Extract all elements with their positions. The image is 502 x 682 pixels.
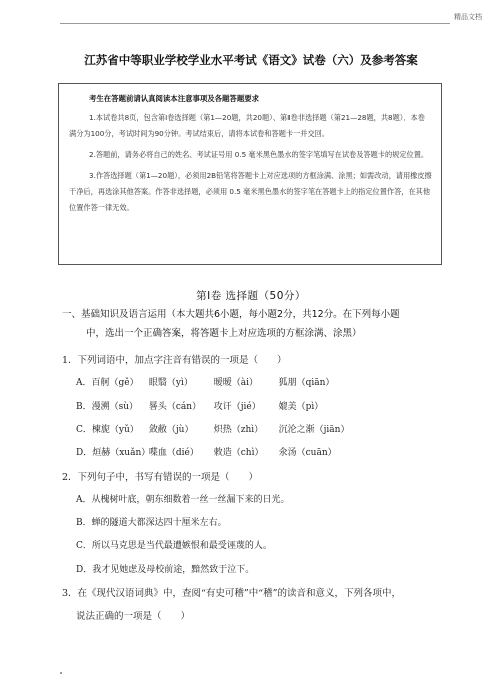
option-word: 炽热（zhì） [213, 425, 264, 435]
question-2-option-b: B．蝉的隧道大都深达四十厘米左右。 [76, 518, 227, 528]
option-word: 暧暧（ài） [213, 378, 258, 388]
header-divider [60, 23, 450, 24]
question-2-stem: 2．下列句子中，书写有错误的一项是（ ） [62, 472, 259, 483]
notice-heading: 考生在答题前请认真阅读本注意事项及各题答题要求 [89, 94, 259, 103]
part-heading [62, 305, 442, 343]
option-word: 晷头（cán） [148, 402, 202, 412]
part-heading-line: 一、基础知识及语言运用（本大题共6小题，每小题2分，共12分。在下列每小题 [62, 309, 400, 320]
question-2-option-d: D．我才见她虑及母校前途，黯然致于泣下。 [76, 565, 255, 575]
option-word: 媲美（pì） [278, 402, 324, 412]
option-word: C．楝旎（yǔ） [76, 425, 139, 435]
question-1-stem: 1．下列词语中，加点字注音有错误的一项是（ ） [62, 355, 287, 366]
header-tag: 精品文档 [454, 13, 482, 21]
notice-item: 3.作答选择题（第1—20题），必须用2B铅笔将答题卡上对应选项的方框涂满、涂黑；如需改动，请用橡皮擦干净后，再选涂其他答案。作答非选择题，必须用 0.5 毫米黑色墨水的签字笔在答题卡上的指定位置作答，在其他位置作答一律无效。 [69, 171, 432, 212]
question-3-stem-continued: 说法正确的一项是（ ） [76, 611, 191, 622]
option-word: 氽汤（cuān） [278, 448, 337, 458]
question-1-option-d [76, 445, 337, 458]
option-word: 喋血（dié） [148, 448, 199, 458]
part-heading-line: 中，选出一个正确答案，将答题卡上对应选项的方框涂满、涂黑） [86, 328, 362, 339]
footer-mark [60, 672, 62, 674]
notice-box [58, 83, 442, 265]
question-1-option-c [76, 422, 349, 435]
question-1-option-b [76, 399, 323, 412]
question-2-option-a: A．从槐树叶底，朝东细数着一丝一丝漏下来的日光。 [76, 495, 290, 505]
question-1-option-a [76, 375, 334, 388]
notice-item: 1.本试卷共8页，包含第Ⅰ卷选择题（第1—20题，共20题）、第Ⅱ卷非选择题（第21—28题，共8题）．本卷满分为100分，考试时间为90分钟。考试结束后，请将本试卷和答题卡一并交回。 [69, 113, 425, 138]
option-word: 狐朋（qiān） [278, 378, 335, 388]
option-word: 敛敝（jù） [148, 425, 194, 435]
page-title: 江苏省中等职业学校学业水平考试《语文》试卷（六）及参考答案 [84, 53, 418, 67]
option-word: D．烜赫（xuǎn） [76, 448, 151, 458]
option-word: 敕造（chì） [213, 448, 264, 458]
section-title: 第Ⅰ卷 选择题（50分） [196, 290, 306, 302]
notice-item: 2.答题前，请务必将自己的姓名、考试证号用 0.5 毫米黑色墨水的签字笔填写在试卷及答题卡的规定位置。 [89, 150, 429, 159]
question-2-option-c: C．所以马克思是当代最遭嫉恨和最受诬蔑的人。 [76, 541, 272, 551]
option-word: 眼翳（yì） [148, 378, 193, 388]
option-word: 攻讦（jié） [213, 402, 261, 412]
option-word: 沉沦之渐（jiān） [278, 425, 350, 435]
question-3-stem: 3．在《现代汉语词典》中，查阅“有史可稽”中“稽”的读音和意义，下列各项中， [62, 588, 401, 599]
option-word: A．百舸（gě） [76, 378, 139, 388]
option-word: B．漫溯（sù） [76, 402, 139, 412]
